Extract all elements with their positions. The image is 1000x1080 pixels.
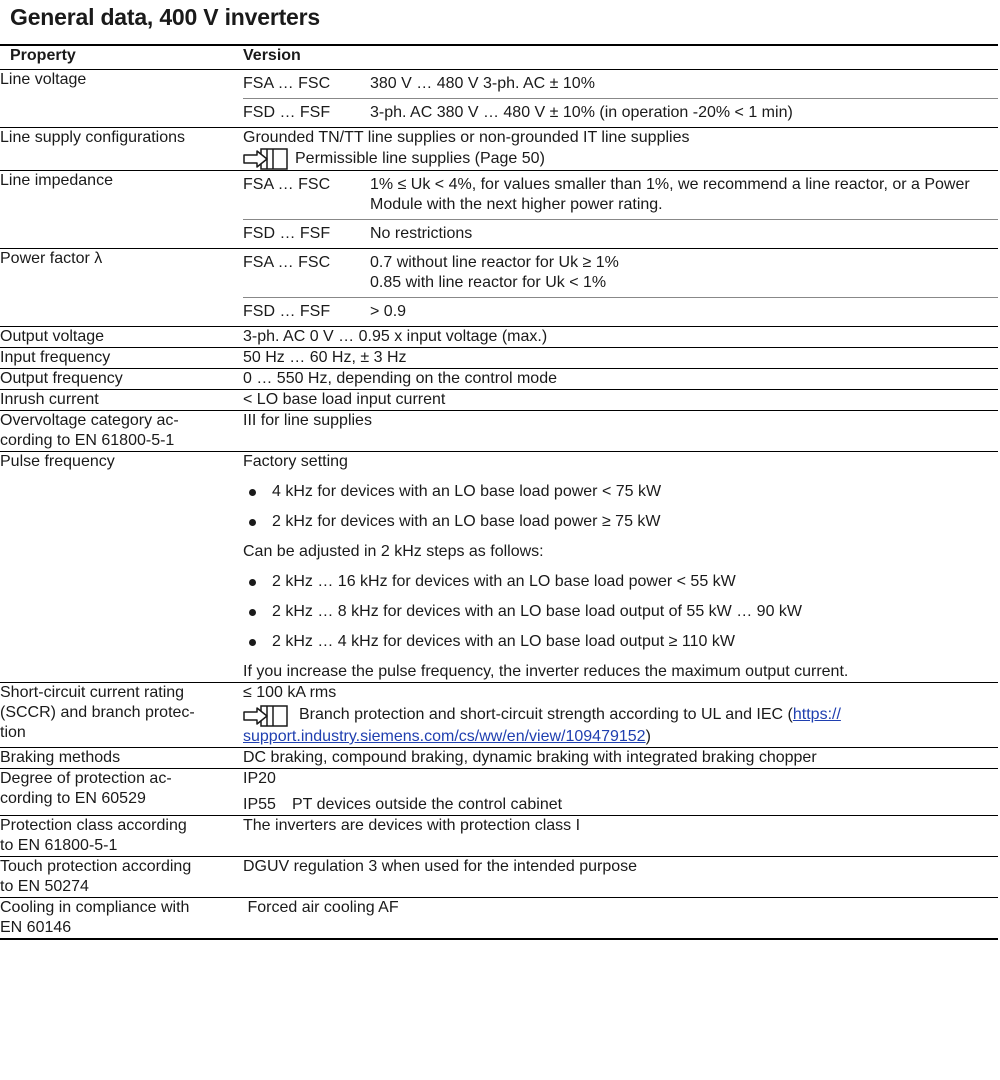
value-text: Grounded TN/TT line supplies or non-grounded IT line supplies	[243, 129, 690, 146]
table-row	[0, 390, 998, 411]
table-row	[0, 411, 998, 452]
table-row	[0, 171, 998, 249]
table-row	[0, 70, 998, 128]
property-cell: Braking methods	[0, 748, 243, 769]
value-text: ≤ 100 kA rms	[243, 684, 337, 701]
property-line: Degree of protection ac-	[0, 770, 172, 787]
value-text: 3-ph. AC 380 V … 480 V ± 10% (in operation -20% < 1 min)	[370, 104, 793, 121]
version-cell: The inverters are devices with protection class I	[243, 816, 998, 857]
adjustment-list	[243, 572, 998, 652]
table-row	[0, 249, 998, 327]
property-cell: Output voltage	[0, 327, 243, 348]
table-row	[0, 683, 998, 748]
list-item: 2 kHz … 8 kHz for devices with an LO base load output of 55 kW … 90 kW	[243, 602, 998, 622]
version-cell	[243, 452, 998, 683]
property-line: to EN 50274	[0, 878, 89, 895]
list-item: 4 kHz for devices with an LO base load power < 75 kW	[243, 482, 998, 502]
table-row	[0, 348, 998, 369]
cross-reference-icon	[243, 148, 289, 170]
version-cell: 50 Hz … 60 Hz, ± 3 Hz	[243, 348, 998, 369]
link-continuation	[243, 727, 998, 747]
property-line: Short-circuit current rating	[0, 684, 185, 701]
property-line: (SCCR) and branch protec-	[0, 704, 195, 721]
property-cell: Line voltage	[0, 70, 243, 128]
property-cell	[0, 411, 243, 452]
value-text: Factory setting	[243, 453, 348, 470]
property-line: Overvoltage category ac-	[0, 412, 179, 429]
property-cell	[0, 898, 243, 940]
cross-reference-icon	[243, 705, 289, 727]
sub-row	[243, 249, 998, 297]
cross-reference	[243, 705, 998, 727]
property-line: EN 60146	[0, 919, 72, 936]
table-row	[0, 898, 998, 940]
version-cell	[243, 70, 998, 128]
frame-size: FSA … FSC	[243, 176, 331, 193]
property-line: Touch protection according	[0, 858, 192, 875]
version-cell: III for line supplies	[243, 411, 998, 452]
value-text: > 0.9	[370, 303, 407, 320]
value-text	[370, 253, 998, 293]
table-row	[0, 369, 998, 390]
sub-row	[243, 98, 998, 127]
property-cell: Input frequency	[0, 348, 243, 369]
version-cell: 3-ph. AC 0 V … 0.95 x input voltage (max.)	[243, 327, 998, 348]
header-version: Version	[243, 45, 998, 70]
page-title: General data, 400 V inverters	[10, 4, 320, 30]
property-line: cording to EN 61800-5-1	[0, 432, 175, 449]
table-row	[0, 327, 998, 348]
property-line: cording to EN 60529	[0, 790, 146, 807]
sub-row	[243, 219, 998, 248]
table-row	[0, 128, 998, 171]
version-cell	[243, 249, 998, 327]
version-cell: DGUV regulation 3 when used for the intended purpose	[243, 857, 998, 898]
table-row	[0, 857, 998, 898]
cross-reference-text	[295, 705, 841, 725]
value-text: 1% ≤ Uk < 4%, for values smaller than 1%, we recommend a line reactor, or a Power Module with the next higher power rating.	[370, 176, 970, 213]
property-cell: Output frequency	[0, 369, 243, 390]
ip-code: IP55	[243, 796, 276, 813]
table-header-row	[0, 45, 998, 70]
property-cell: Inrush current	[0, 390, 243, 411]
value-text	[243, 795, 998, 815]
table-row	[0, 769, 998, 816]
frame-size: FSD … FSF	[243, 225, 331, 242]
table-row	[0, 748, 998, 769]
reference-prefix: Branch protection and short-circuit strength according to UL and IEC (	[299, 706, 793, 723]
property-cell	[0, 857, 243, 898]
header-property: Property	[0, 45, 243, 70]
property-cell: Line impedance	[0, 171, 243, 249]
value-text: IP20	[243, 770, 276, 787]
property-line: Protection class according	[0, 817, 187, 834]
version-cell: 0 … 550 Hz, depending on the control mode	[243, 369, 998, 390]
value-text: If you increase the pulse frequency, the inverter reduces the maximum output current.	[243, 663, 849, 680]
version-cell	[243, 683, 998, 748]
value-line: 0.7 without line reactor for Uk ≥ 1%	[370, 254, 619, 271]
value-text: 380 V … 480 V 3-ph. AC ± 10%	[370, 75, 595, 92]
property-cell	[0, 816, 243, 857]
list-item: 2 kHz … 4 kHz for devices with an LO base load output ≥ 110 kW	[243, 632, 998, 652]
siemens-support-link[interactable]: support.industry.siemens.com/cs/ww/en/view/109479152	[243, 728, 646, 745]
list-item: 2 kHz for devices with an LO base load power ≥ 75 kW	[243, 512, 998, 532]
value-text: Can be adjusted in 2 kHz steps as follows:	[243, 543, 544, 560]
frame-size: FSD … FSF	[243, 303, 331, 320]
list-item: 2 kHz … 16 kHz for devices with an LO base load power < 55 kW	[243, 572, 998, 592]
property-line: to EN 61800-5-1	[0, 837, 118, 854]
table-row	[0, 816, 998, 857]
sub-row	[243, 171, 998, 219]
version-cell: DC braking, compound braking, dynamic braking with integrated braking chopper	[243, 748, 998, 769]
version-cell: < LO base load input current	[243, 390, 998, 411]
version-cell	[243, 171, 998, 249]
frame-size: FSD … FSF	[243, 104, 331, 121]
factory-setting-list	[243, 482, 998, 532]
sub-row	[243, 297, 998, 326]
property-cell	[0, 769, 243, 816]
cross-reference-text: Permissible line supplies (Page 50)	[295, 150, 545, 167]
version-cell: Forced air cooling AF	[243, 898, 998, 940]
property-cell: Pulse frequency	[0, 452, 243, 683]
closing-paren: )	[645, 728, 651, 745]
property-line: tion	[0, 724, 26, 741]
value-text: No restrictions	[370, 225, 473, 242]
table-row	[0, 452, 998, 683]
siemens-support-link[interactable]: https://	[792, 706, 841, 723]
frame-size: FSA … FSC	[243, 254, 331, 271]
property-cell	[0, 683, 243, 748]
version-cell	[243, 128, 998, 171]
frame-size: FSA … FSC	[243, 75, 331, 92]
general-data-table	[0, 44, 998, 940]
property-line: Cooling in compliance with	[0, 899, 190, 916]
property-cell: Line supply configurations	[0, 128, 243, 171]
cross-reference-link[interactable]	[243, 148, 998, 170]
version-cell	[243, 769, 998, 816]
ip-description: PT devices outside the control cabinet	[292, 796, 563, 813]
sub-row	[243, 70, 998, 98]
value-line: 0.85 with line reactor for Uk < 1%	[370, 274, 607, 291]
property-cell: Power factor λ	[0, 249, 243, 327]
